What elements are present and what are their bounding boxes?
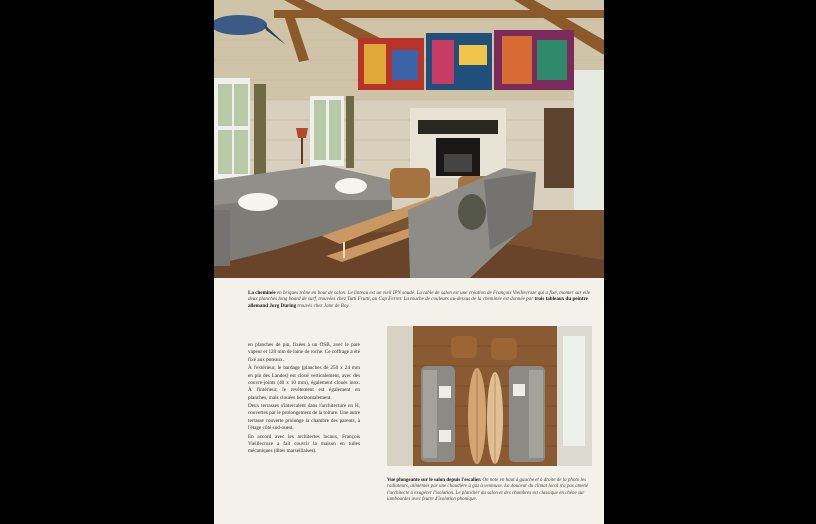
bottom-photo-caption — [387, 478, 597, 503]
caption-bold-paintings: trois tableaux du peintre allemand Jorg During — [248, 296, 588, 309]
body-paragraph: En accord avec les architectes locaux, François Vieillecroze a fait couvrir la maison en tuiles mécaniques (dites marseillaises). — [248, 433, 360, 455]
overhead-left-sofa — [421, 366, 455, 462]
overhead-right-sofa — [509, 366, 545, 462]
overhead-salon-illustration — [387, 326, 592, 466]
fireplace-icon — [410, 108, 506, 178]
top-photo-caption — [248, 290, 600, 309]
article-body-column — [248, 342, 360, 457]
living-room-photo — [214, 0, 604, 278]
caption-bold-fireplace: La cheminée — [248, 290, 276, 296]
living-room-illustration — [214, 0, 604, 278]
body-paragraph: À l'extérieur, le bardage (planches de 250 x 24 mm en pin des Landes) est cloué verticalement, avec des couvre-joints (40 x 10 mm), également cloués inox. À l'intérieur, le revêtement est également en planches, mais clouées horizontalement. — [248, 365, 360, 401]
painting-triptych-icon — [358, 30, 574, 90]
overhead-salon-photo — [387, 326, 592, 466]
bottom-caption-italic: On note en haut à gauche et à droite de la photo les radiateurs, alimentés par une chaudière à gaz à ventouse. La douceur du climat local n'a pas amené l'architecte à exagérer l'isolation. Le plancher du salon et des chambres est classique en chêne sur lambourdes avec feutre d'isolation phonique. — [387, 478, 589, 502]
magazine-page — [214, 0, 604, 524]
caption-text-1: en briques trône en bout de salon. Le linteau est un vieil IPN soudé. La table de salon est une création de François Vieillecroze qui a fixé, monter sur elle deux planches long board de surf, trouvées chez Tutti Frutti, au Cap Ferret. La touche de couleurs au-dessus de la cheminée est donnée par — [248, 290, 591, 303]
body-paragraph: en planches de pin, fixées à un OSB, avec le pare vapeur et 120 mm de laine de roche. Ce coffrage a été fixé aux poteaux. — [248, 342, 360, 363]
body-paragraph: Deux terrasses s'intercalent dans l'architecture en H, couvertes par le prolongement de la toiture. Une autre terrasse couverte prolonge la chambre des parents, à l'étage côté sud-ouest. — [248, 403, 360, 432]
bottom-caption-bold: Vue plongeante sur le salon depuis l'escalier. — [387, 478, 482, 483]
caption-text-2: trouvés chez Jane de Boy. — [296, 302, 350, 309]
